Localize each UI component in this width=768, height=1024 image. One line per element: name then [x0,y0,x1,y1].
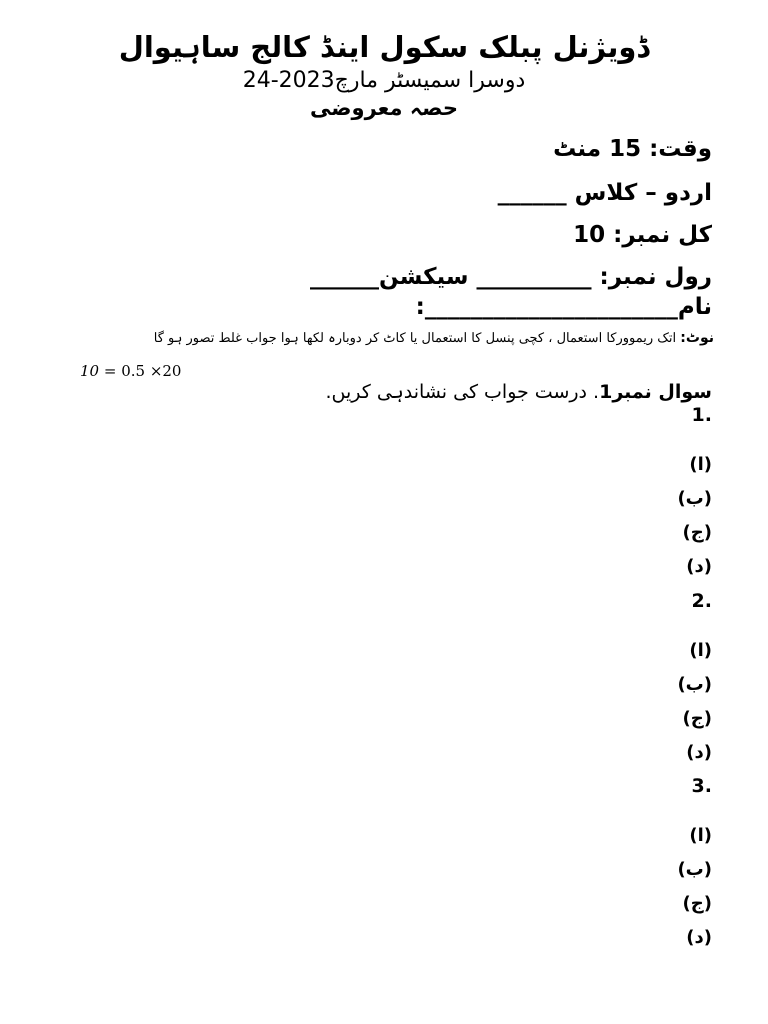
roll-section-label: رول نمبر: __________ سیکشن______ [310,264,712,290]
option-a: (ا) [689,825,712,846]
note-label: نوٹ: [680,330,714,346]
section-title: حصہ معروضی [310,96,458,120]
question-heading [325,381,712,403]
option-b: (ب) [677,488,712,509]
time-label: وقت: 15 منٹ [553,136,712,162]
note [154,330,714,346]
formula-expression: = 0.5 ×20 [99,362,182,380]
option-b: (ب) [677,674,712,695]
item-number: 3. [691,775,712,797]
name-label: نام______________________: [415,294,712,320]
formula-result: 10 [80,362,100,380]
option-a: (ا) [689,454,712,475]
marks-formula [80,362,181,380]
option-a: (ا) [689,640,712,661]
option-c: (ج) [682,893,712,914]
exam-title: دوسرا سمیسٹر مارچ2023-24 [242,68,526,93]
school-name: ڈویژنل پبلک سکول اینڈ کالج ساہیوال [118,30,650,64]
option-d: (د) [686,556,712,577]
option-c: (ج) [682,522,712,543]
option-c: (ج) [682,708,712,729]
note-text: اتک ریموورکا استعمال ، کچی پنسل کا استعمال یا کاٹ کر دوبارہ لکھا ہوا جواب غلط تصور ہو گا [153,331,681,346]
option-b: (ب) [677,859,712,880]
option-d: (د) [686,742,712,763]
item-number: 1. [691,404,712,426]
question-instruction: . درست جواب کی نشاندہی کریں. [325,381,600,403]
subject-class-label: اردو – کلاس ______ [497,180,712,206]
item-number: 2. [691,590,712,612]
option-d: (د) [686,927,712,948]
question-label: سوال نمبر1 [599,381,712,403]
total-marks-label: کل نمبر: 10 [573,222,712,248]
